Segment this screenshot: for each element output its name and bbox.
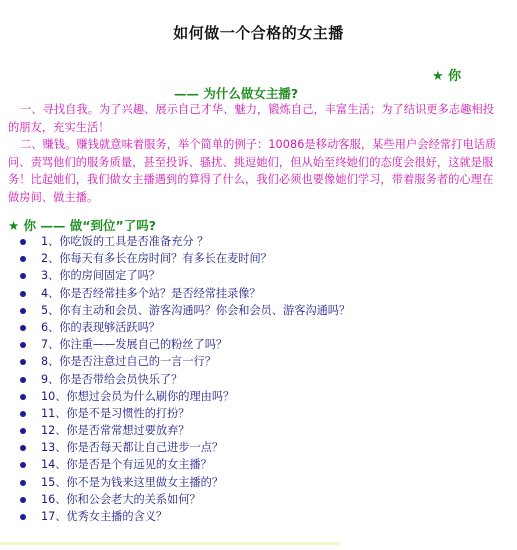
- star-you-label: ★ 你: [432, 69, 462, 84]
- bullet-icon: [20, 445, 26, 451]
- list-item-text: 11、你是不是习惯性的打扮？: [41, 406, 190, 420]
- bottom-highlight-divider: [0, 542, 340, 545]
- bullet-icon: [20, 256, 26, 262]
- list-item-text: 16、你和公会老大的关系如何？: [41, 492, 201, 506]
- page-title: 如何做一个合格的女主播: [173, 24, 344, 42]
- list-item: [20, 508, 350, 525]
- list-item-text: 13、你是否每天都让自己进步一点？: [41, 441, 224, 455]
- bullet-icon: [20, 394, 26, 400]
- bullet-icon: [20, 308, 26, 314]
- section-heading-why: —— 为什么做女主播?: [174, 86, 299, 101]
- list-item-text: 17、优秀女主播的含义？: [41, 510, 168, 523]
- list-item: [20, 422, 350, 439]
- list-item: [20, 336, 350, 353]
- bullet-icon: [20, 359, 26, 365]
- bullet-icon: [20, 239, 26, 245]
- bullet-icon: [20, 497, 26, 503]
- question-list: [20, 233, 350, 525]
- list-item-text: 6、你的表现够活跃吗？: [41, 320, 160, 334]
- list-item: [20, 439, 350, 456]
- list-item-text: 2、你每天有多长在房时间？有多长在麦时间？: [41, 252, 272, 266]
- list-item: [20, 405, 350, 422]
- bullet-icon: [20, 411, 26, 417]
- paragraph-reason-1: 一、寻找自我。为了兴趣、展示自己才华、魅力，锻炼自己，丰富生活；为了结识更多志趣相投的朋友，充实生活！: [8, 103, 495, 134]
- list-item: [20, 302, 350, 319]
- list-item: [20, 371, 350, 388]
- list-item: [20, 250, 350, 267]
- list-item-text: 14、你是否是个有远见的女主播？: [41, 458, 212, 472]
- list-item-text: 9、你是否带给会员快乐了？: [41, 372, 183, 386]
- bullet-icon: [20, 291, 26, 297]
- list-item-text: 1、你吃饭的工具是否准备充分 ？: [41, 235, 209, 248]
- list-item-text: 3、你的房间固定了吗？: [41, 269, 160, 283]
- bullet-icon: [20, 377, 26, 383]
- list-item: [20, 285, 350, 302]
- list-item-text: 7、你注重——发展自己的粉丝了吗？: [41, 338, 228, 352]
- bullet-icon: [20, 342, 26, 348]
- list-item: [20, 353, 350, 370]
- list-item-text: 15、你不是为钱来这里做女主播的？: [41, 475, 224, 489]
- paragraph-reason-2: 二、赚钱。赚钱就意味着服务，举个简单的例子：10086是移动客服，某些用户会经常打电话质问、责骂他们的服务质量，甚至投诉、骚扰、挑逗她们，但从始至终她们的态度会很好，这就是服务！比起她们，我们做女主播遇到的算得了什么，我们必须也要像她们学习，带着服务者的心理在做房间、做主播。: [8, 138, 497, 204]
- list-item: [20, 388, 350, 405]
- bullet-icon: [20, 514, 26, 520]
- list-item-text: 8、你是否注意过自己的一言一行？: [41, 355, 216, 369]
- list-item: [20, 491, 350, 508]
- bullet-icon: [20, 428, 26, 434]
- list-item-text: 4、你是否经常挂多个站？是否经常挂录像？: [41, 286, 261, 300]
- list-item: [20, 267, 350, 284]
- list-item: [20, 319, 350, 336]
- list-item-text: 12、你是否常常想过要放弃？: [41, 424, 190, 438]
- bullet-icon: [20, 480, 26, 486]
- list-item-text: 5、你有主动和会员、游客沟通吗？你会和会员、游客沟通吗？: [41, 303, 351, 317]
- list-item: [20, 233, 350, 250]
- list-item-text: 10、你想过会员为什么刷你的理由吗？: [41, 389, 235, 403]
- section-heading-checklist: ★ 你 —— 做“到位”了吗?: [8, 218, 156, 233]
- bullet-icon: [20, 273, 26, 279]
- list-item: [20, 474, 350, 491]
- bullet-icon: [20, 462, 26, 468]
- bullet-icon: [20, 325, 26, 331]
- list-item: [20, 456, 350, 473]
